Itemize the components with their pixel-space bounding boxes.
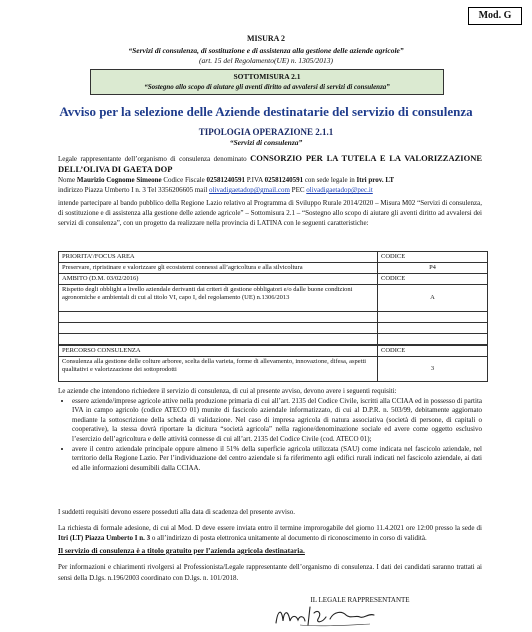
ambito-header: AMBITO (D.M. 03/02/2016) <box>59 274 378 285</box>
cf-value: 02581240591 <box>206 176 246 184</box>
sottomisura-subtitle: “Sostegno allo scopo di aiutare gli aventi diritto ad avvalersi di servizi di consulenza” <box>144 83 390 91</box>
pec-link[interactable]: olivadigaetadop@pec.it <box>306 186 373 194</box>
gratuito-notice: Il servizio di consulenza è a titolo gratuito per l’azienda agricola destinataria. <box>58 546 305 555</box>
requisiti-list <box>58 397 482 474</box>
ambito-code: A <box>378 285 488 312</box>
percorso-header: PERCORSO CONSULENZA <box>59 346 378 357</box>
sottomisura-box <box>90 69 444 95</box>
tipologia-subtitle: “Servizi di consulenza” <box>229 138 303 147</box>
ambito-row: Rispetto degli obblighi a livello aziendale derivanti dai criteri di gestione obbligatori e/o dalle buone condizioni agronomiche e ambientali di cui al titolo VI, capo I, del regolamento (UE) n.1306/2013 <box>59 285 378 312</box>
handwritten-signature <box>270 603 380 629</box>
priority-table <box>58 251 488 345</box>
priority-code-header: CODICE <box>378 252 488 263</box>
empty-row <box>59 312 488 323</box>
signature-label: IL LEGALE RAPPRESENTANTE <box>310 596 410 604</box>
misura-subtitle: “Servizi di consulenza, di sostituzione e di assistenza alla gestione delle aziende agricole” <box>128 46 404 55</box>
organization-name: CONSORZIO PER LA TUTELA E LA VALORIZZAZIONE DELL’OLIVA DI GAETA DOP <box>58 153 482 174</box>
email-link[interactable]: olivadigaetadop@gmail.com <box>209 186 290 194</box>
nome-label: Nome <box>58 176 76 184</box>
aziende-section <box>58 387 482 473</box>
cf-label: Codice Fiscale <box>163 176 205 184</box>
misura-title: MISURA 2 <box>246 34 285 43</box>
mod-label: Mod. G <box>468 7 522 25</box>
requisiti-paragraph: I suddetti requisiti devono essere posseduti alla data di scadenza del presente avviso. <box>58 508 295 516</box>
aziende-intro: Le aziende che intendono richiedere il servizio di consulenza, di cui al presente avviso, devono avere i seguenti requisiti: <box>58 387 397 395</box>
empty-row <box>59 323 488 334</box>
pec-label: PEC <box>291 186 305 194</box>
piva-value: 02581240591 <box>264 176 304 184</box>
richiesta-paragraph <box>58 524 482 543</box>
tipologia-title: TIPOLOGIA OPERAZIONE 2.1.1 <box>198 127 334 137</box>
legale-intro: Legale rappresentante dell’organismo di consulenza denominato <box>58 155 247 163</box>
sede-label: con sede legale in <box>304 176 355 184</box>
ambito-code-header: CODICE <box>378 274 488 285</box>
list-item: • avere il centro aziendale principale oppure almeno il 51% della superficie agricola utilizzata (SAU) come indicata nel fascicolo aziendale, nel territorio della Regione Lazio. Per l’individuazione del centro aziendale si fa riferimento agli edifici rurali indicati nel fascicolo aziendale, ai dati ed alle informazioni desumibili dalla CCIAA. <box>72 445 482 474</box>
nome-value: Maurizio Cognome Simeone <box>76 176 162 184</box>
percorso-row: Consulenza alla gestione delle colture arboree, scelta della varieta, forme di allevamento, innovazione, difesa, aspetti qualitativi e valorizzazione dei sottoprodotti <box>59 357 378 382</box>
priority-header: PRIORITA’/FOCUS AREA <box>59 252 378 263</box>
misura-regulation: (art. 15 del Regolamento(UE) n. 1305/2013) <box>199 56 333 65</box>
percorso-table <box>58 345 488 382</box>
priority-row: Preservare, ripristinare e valorizzare gli ecosistemi connessi all’agricoltura e alla silvicoltura <box>59 263 378 274</box>
richiesta-text-end: o all’indirizzo di posta elettronica unitamente al documento di riconoscimento in corso di validità. <box>151 533 427 542</box>
empty-row <box>59 334 488 345</box>
priority-code: P4 <box>378 263 488 274</box>
list-item: • essere aziende/imprese agricole attive nella produzione primaria di cui all’art. 2135 del Codice Civile, iscritti alla CCIAA ed in possesso di partita IVA in campo agricolo (codice ATECO 01) munite di fascicolo aziendale informatizzato, di cui al D.P.R. n. 503/99, debitamente aggiornato mediante la sottoscrizione della scheda di validazione. Nel caso di impresa agricola di natura associativa (società di persone, di capitali o cooperative), la stessa dovrà riportare la dicitura “società agricola” nella ragione/denominazione sociale ed avere come oggetto esclusivo l’esercizio dell’agricoltura e delle attività connesse di cui all’art. 2135 del Codice Civile (cod. ATECO 01); <box>72 397 482 445</box>
info-paragraph: Per informazioni e chiarimenti rivolgersi al Professionista/Legale rappresentante dell’organismo di consulenza. I dati dei candidati saranno trattati ai sensi della D.lgs. n.196/2003 coordinato con D.lgs. n. 101/2018. <box>58 563 482 582</box>
percorso-code-header: CODICE <box>378 346 488 357</box>
indirizzo-text: indirizzo Piazza Umberto I n. 3 Tel 3356206605 mail <box>58 186 208 194</box>
sottomisura-title: SOTTOMISURA 2.1 <box>233 72 301 81</box>
percorso-code: 3 <box>378 357 488 382</box>
richiesta-luogo: Itri (LT) Piazza Umberto I n. 3 <box>58 533 151 542</box>
avviso-title: Avviso per la selezione delle Aziende destinatarie del servizio di consulenza <box>59 104 473 119</box>
sede-value: Itri prov. LT <box>356 176 395 184</box>
piva-label: P.IVA <box>246 176 263 184</box>
legale-paragraph <box>58 153 482 195</box>
richiesta-text: La richiesta di formale adesione, di cui al Mod. D deve essere inviata entro il termine improrogabile del giorno 11.4.2021 ore 12:00 presso la sede di <box>58 524 482 532</box>
intende-paragraph: intende partecipare al bando pubblico della Regione Lazio relativo al Programma di Sviluppo Rurale 2014/2020 – Misura M02 “Servizi di consulenza, di sostituzione e di assistenza alla gestione delle aziende agricole” – Sottomisura 2.1 – “Sostegno allo scopo di aiutare gli aventi diritto ad avvalersi dei servizi di consulenza”, con un progetto da realizzare nella provincia di LATINA con le seguenti caratteristiche: <box>58 199 482 227</box>
